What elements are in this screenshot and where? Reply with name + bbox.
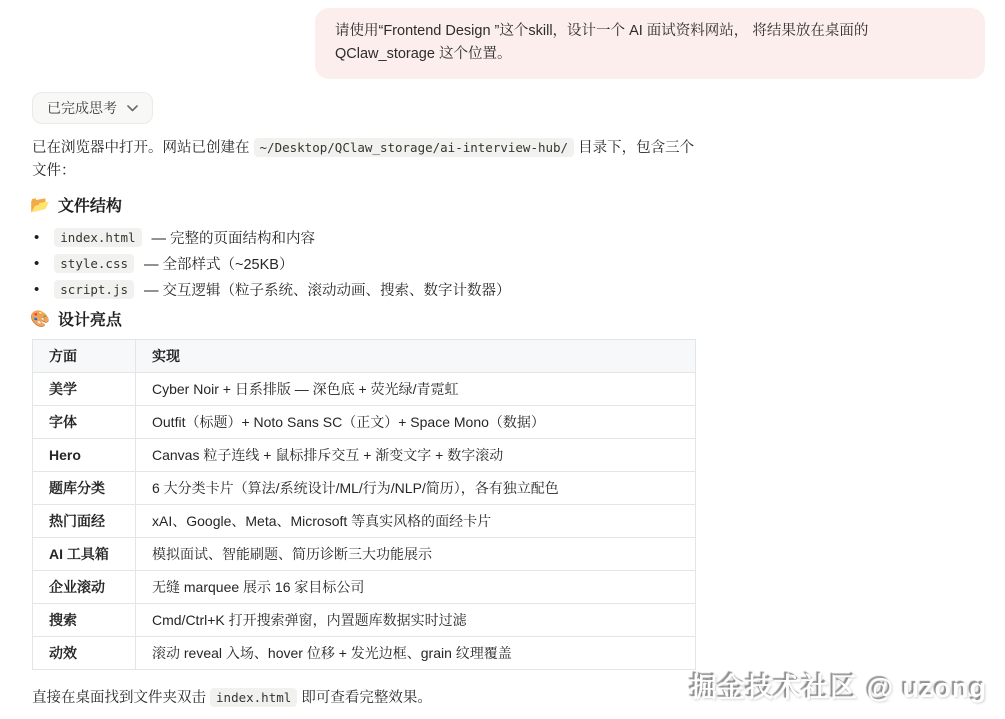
file-description: — 完整的页面结构和内容 (151, 230, 316, 247)
implementation-cell: Outfit（标题）+ Noto Sans SC（正文）+ Space Mono（数据） (136, 406, 696, 439)
bullet-icon: • (34, 254, 40, 272)
thought-toggle-label: 已完成思考 (47, 100, 117, 116)
file-list (34, 224, 511, 302)
implementation-cell: xAI、Google、Meta、Microsoft 等真实风格的面经卡片 (136, 505, 696, 538)
bullet-icon: • (34, 228, 40, 246)
file-list-item (34, 276, 511, 302)
table-header-cell: 实现 (136, 340, 696, 373)
user-message-text: 请使用“Frontend Design ”这个skill，设计一个 AI 面试资料网站， 将结果放在桌面的 QClaw_storage 这个位置。 (335, 23, 869, 63)
aspect-cell: 动效 (33, 637, 136, 670)
palette-icon: 🎨 (30, 310, 50, 328)
implementation-cell: 滚动 reveal 入场、hover 位移 + 发光边框、grain 纹理覆盖 (136, 637, 696, 670)
chevron-down-icon (127, 105, 138, 112)
table-row (33, 505, 696, 538)
footer-text-before: 直接在桌面找到文件夹双击 (32, 690, 211, 706)
implementation-cell: 模拟面试、智能刷题、简历诊断三大功能展示 (136, 538, 696, 571)
aspect-cell: Hero (33, 439, 136, 472)
table-row (33, 604, 696, 637)
aspect-cell: 热门面经 (33, 505, 136, 538)
index-html-code: index.html (210, 688, 297, 707)
path-code: ~/Desktop/QClaw_storage/ai-interview-hub/ (254, 138, 575, 157)
aspect-cell: 搜索 (33, 604, 136, 637)
aspect-cell: 字体 (33, 406, 136, 439)
watermark: 掘金技术社区 @ uzong (690, 673, 987, 703)
folder-icon: 📂 (30, 196, 50, 214)
bullet-icon: • (34, 280, 40, 298)
table-row (33, 373, 696, 406)
thought-toggle-button[interactable] (32, 92, 153, 124)
file-structure-heading (30, 193, 122, 216)
implementation-cell: Cyber Noir + 日系排版 — 深色底 + 荧光绿/青霓虹 (136, 373, 696, 406)
file-name-code: style.css (54, 254, 134, 273)
table-row (33, 571, 696, 604)
aspect-cell: 企业滚动 (33, 571, 136, 604)
table-row (33, 472, 696, 505)
user-message-bubble (315, 8, 985, 79)
file-name-code: index.html (54, 228, 141, 247)
aspect-cell: 美学 (33, 373, 136, 406)
design-highlights-heading (30, 307, 122, 330)
implementation-cell: Canvas 粒子连线 + 鼠标排斥交互 + 渐变文字 + 数字滚动 (136, 439, 696, 472)
intro-paragraph (32, 137, 704, 183)
design-highlights-title: 设计亮点 (57, 312, 122, 329)
footer-note (32, 687, 732, 710)
intro-text-before: 已在浏览器中打开。网站已创建在 (32, 140, 254, 156)
table-row (33, 637, 696, 670)
table-row (33, 439, 696, 472)
aspect-cell: AI 工具箱 (33, 538, 136, 571)
implementation-cell: 无缝 marquee 展示 16 家目标公司 (136, 571, 696, 604)
file-list-item (34, 224, 511, 250)
file-description: — 交互逻辑（粒子系统、滚动动画、搜索、数字计数器） (144, 282, 511, 299)
design-highlights-table (32, 339, 696, 670)
implementation-cell: 6 大分类卡片（算法/系统设计/ML/行为/NLP/简历），各有独立配色 (136, 472, 696, 505)
intro-text-after: 目录下，包含三个文件： (32, 140, 695, 180)
file-name-code: script.js (54, 280, 134, 299)
implementation-cell: Cmd/Ctrl+K 打开搜索弹窗，内置题库数据实时过滤 (136, 604, 696, 637)
file-description: — 全部样式（~25KB） (144, 256, 294, 273)
table-row (33, 538, 696, 571)
aspect-cell: 题库分类 (33, 472, 136, 505)
table-row (33, 406, 696, 439)
footer-text-after: 即可查看完整效果。 (297, 690, 432, 706)
file-list-item (34, 250, 511, 276)
table-header-row (33, 340, 696, 373)
table-body (33, 373, 696, 670)
file-structure-title: 文件结构 (57, 198, 122, 215)
table-header-cell: 方面 (33, 340, 136, 373)
